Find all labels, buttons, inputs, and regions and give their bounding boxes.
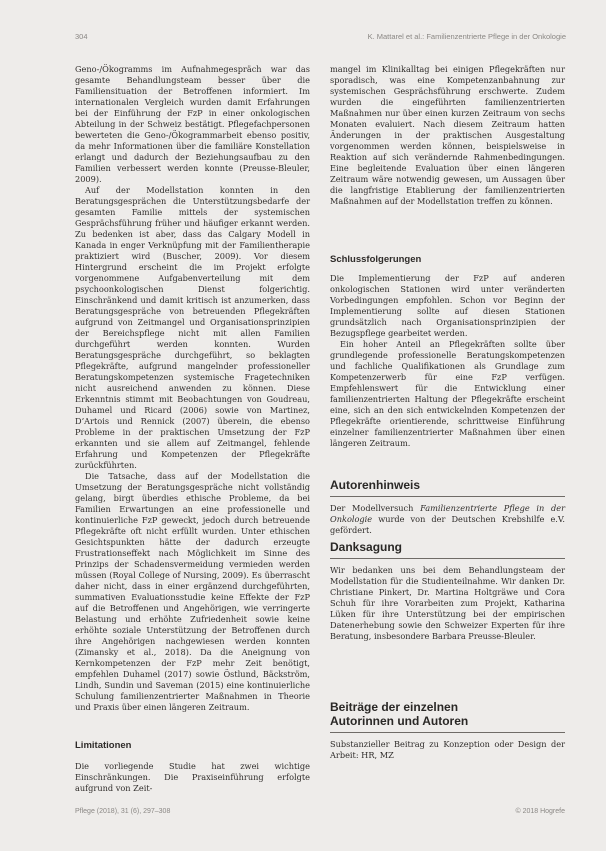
paragraph: Geno-/Ökogramms im Aufnahmegespräch war das gesamte Behandlungsteam besser über die Familiensituation der Betroffenen informiert. Im internationalen Vergleich wurden damit Erfahrungen bei der Einführung der FzP in einer onkologischen Abteilung in der Schweiz bestätigt. Pflegefachpersonen bewerteten die Geno-/Ökogrammarbeit ebenso positiv, da mehr Informationen über die familiäre Konstellation erlangt und dadurch der Beziehungsaufbau zu den Familien verbessert werden konnte (Preusse-Bleuler, 2009). [75, 64, 310, 184]
paragraph: Ein hoher Anteil an Pflegekräften sollte über grundlegende professionelle Beratungskompetenzen und fachliche Qualifikationen als Grundlage zum Kompetenzerwerb für eine FzP verfügen. Empfehlenswert für die Entwicklung einer familienzentrierten Haltung der Pflegekräfte erscheint eine, sich an den sich entwickelnden Kompetenzen der Pflegekräfte orientierende, schrittweise Einführung einzelner familienzentrierter Maßnahmen über einen längeren Zeitraum. [330, 339, 565, 448]
schluss-section [330, 254, 565, 449]
paragraph: Wir bedanken uns bei dem Behandlungsteam der Modellstation für die Studienteilnahme. Wir danken Dr. Christiane Pinkert, Dr. Martina Holtgräwe und Cora Schuh für ihre Vorarbeiten zum Projekt, Katharina Lüken für ihre Unterstützung bei der empirischen Datenerhebung sowie den Schweizer Experten für ihre Beratung, insbesondere Barbara Preusse-Bleuler. [330, 565, 565, 641]
heading-rule [330, 732, 565, 733]
copyright: © 2018 Hogrefe [515, 808, 565, 815]
paragraph: Die Implementierung der FzP auf anderen onkologischen Stationen wird unter veränderten Vorbedingungen empfohlen. Schon vor Beginn der Implementierung sollte auf diesen Stationen grundsätzlich nach Organisationsprinzipien der Bezugspflege gearbeitet werden. [330, 273, 565, 338]
autoren-section [330, 478, 565, 536]
section-heading-autorenhinweis: Autorenhinweis [330, 478, 421, 492]
section-heading-limitationen: Limitationen [75, 740, 132, 751]
section-heading-beitraege [330, 700, 565, 728]
paragraph: mangel im Klinikalltag bei einigen Pflegekräften nur sporadisch, was eine Kompetenzanbahnung zur systemischen Gesprächsführung erschwerte. Zudem wurden die eingeführten familienzentrierten Maßnahmen nur über einen kurzen Zeitraum von sechs Monaten evaluiert. Nach diesem Zeitraum hatten Änderungen in der praktischen Ausgestaltung vorgenommen werden können, beispielsweise in Reaktion auf sich verändernde Rahmenbedingungen. Eine begleitende Evaluation über einen längeren Zeitraum wäre notwendig gewesen, um Aussagen über die langfristige Etablierung der familienzentrierten Maßnahmen auf der Modellstation treffen zu können. [330, 64, 565, 206]
heading-rule [330, 558, 565, 559]
page-number: 304 [75, 32, 88, 41]
text-span: Der Modellversuch [330, 503, 421, 513]
limitationen-section [75, 740, 310, 794]
page-header [0, 24, 606, 44]
left-column [75, 64, 310, 794]
paragraph: Die Tatsache, dass auf der Modellstation die Umsetzung der Beratungsgespräche nicht vollständig gelang, birgt überdies ethische Probleme, da bei Familien Erwartungen an eine professionelle und kontinuierliche FzP geweckt, jedoch durch betreuende Pflegekräfte oft nicht erfüllt wurden. Unter ethischen Gesichtspunkten hätte der dadurch erzeugte Frustrationseffekt nach Möglichkeit im Sinne des Prinzips der Schadensvermeidung vermieden werden müssen (Royal College of Nursing, 2009). Es überrascht daher nicht, dass in einer ergänzend durchgeführten, summativen Evaluationsstudie keine Effekte der FzP auf die Betroffenen und Angehörigen, wie verringerte Belastung und erhöhte Zufriedenheit sowie keine erhöhte soziale Unterstützung der Betroffenen durch ihre Angehörigen nachgewiesen werden konnten (Zimansky et al., 2018). Da die Aneignung von Kernkompetenzen der FzP mehr Zeit benötigt, empfehlen Duhamel (2017) sowie Östlund, Bäckström, Lindh, Sundin und Saveman (2015) eine kontinuierliche Schulung familienzentrierter Maßnahmen in Theorie und Praxis über einen längeren Zeitraum. [75, 471, 310, 712]
section-heading-danksagung: Danksagung [330, 540, 403, 554]
heading-line: Beiträge der einzelnen [330, 700, 459, 714]
paragraph: Die vorliegende Studie hat zwei wichtige Einschränkungen. Die Praxiseinführung erfolgte aufgrund von Zeit- [75, 761, 310, 793]
heading-line: Autorinnen und Autoren [330, 714, 469, 728]
heading-rule [330, 496, 565, 497]
paragraph [330, 503, 565, 536]
paragraph: Substanzieller Beitrag zu Konzeption oder Design der Arbeit: HR, MZ [330, 739, 565, 760]
right-column [330, 64, 565, 794]
section-heading-schlussfolgerungen: Schlussfolgerungen [330, 254, 422, 265]
paragraph: Auf der Modellstation konnten in den Beratungsgesprächen die Unterstützungsbedarfe der gesamten Familie mittels der systemischen Gesprächsführung früher und häufiger erkannt werden. Zu bedenken ist aber, dass das Calgary Modell in Kanada in enger Verknüpfung mit der Familientherapie praktiziert wird (Buscher, 2009). Vor diesem Hintergrund erscheint die im Projekt erfolgte vorgenommene Aufgabenverteilung mit dem psychoonkologischen Dienst folgerichtig. Einschränkend und damit kritisch ist anzumerken, dass Beratungsgespräche von betreuenden Pflegekräften aufgrund von Zeitmangel und Organisationsprinzipien der Bereichspflege nicht mit allen Familien durchgeführt werden konnten. Wurden Beratungsgespräche durchgeführt, so beklagten Pflegekräfte, aufgrund mangelnder professioneller Beratungskompetenzen systemische Fragetechniken nicht ausreichend anwenden zu können. Diese Erkenntnis stimmt mit Beobachtungen von Goudreau, Duhamel und Ricard (2006) sowie von Martinez, D’Artois und Rennick (2007) überein, die ebenso Probleme in der praktischen Umsetzung der FzP erkannten und sie allem auf Zeitmangel, fehlende Erfahrung und Kompetenzen der Pflegekräfte zurückführten. [75, 185, 310, 470]
danksagung-section [330, 540, 565, 642]
beitraege-section [330, 700, 565, 761]
text-span: wurde von der Deutschen Krebshilfe e.V. gefördert. [330, 514, 565, 535]
journal-citation: Pflege (2018), 31 (6), 297–308 [75, 808, 171, 815]
page-footer [75, 808, 565, 822]
running-title: K. Mattarel et al.: Familienzentrierte Pflege in der Onkologie [367, 32, 566, 41]
project-title: Familienzentrierte Pflege in der Onkologie [330, 503, 566, 524]
